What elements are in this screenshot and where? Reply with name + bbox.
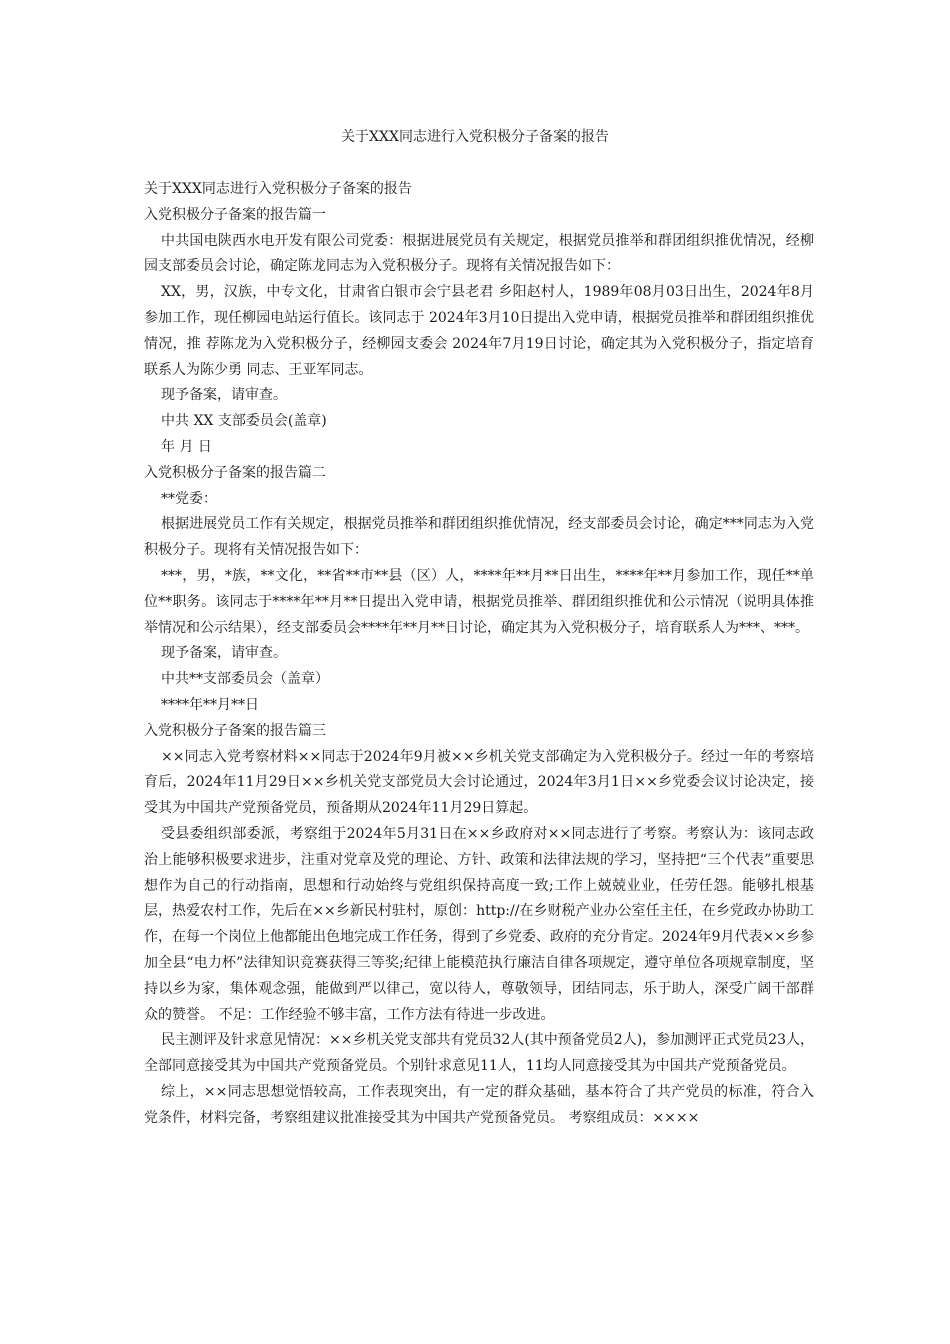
date-line: 年 月 日 [161,438,212,455]
paragraph: 现予备案，请审查。 [161,645,287,662]
page-title: 关于XXX同志进行入党积极分子备案的报告 [341,129,609,145]
paragraph: 现予备案，请审查。 [161,387,287,404]
signature-line: 中共 XX 支部委员会(盖章) [161,413,327,430]
paragraph: 根据进展党员工作有关规定，根据党员推举和群团组织推优情况，经支部委员会讨论，确定***同志为入党积极分子。现将有关情况报告如下： [144,516,814,559]
paragraph: XX，男，汉族，中专文化，甘肃省白银市会宁县老君 乡阳赵村人，1989年08月03日出生，2024年8月参加工作，现任柳园电站运行值长。该同志于 2024年3月10日提出入党申请，根据党员推举和群团组织推优情况，推 荐陈龙为入党积极分子，经柳园支委会 2024年7月19日讨论，确定其为入党积极分子，指定培育联系人为陈少勇 同志、王亚军同志。 [144,284,814,378]
paragraph: 民主测评及针求意见情况：××乡机关党支部共有党员32人(其中预备党员2人)，参加测评正式党员23人，全部同意接受其为中国共产党预备党员。个别针求意见11人，11均人同意接受其为中国共产党预备党员。 [144,1032,814,1075]
paragraph: ***，男，*族，**文化，**省**市**县（区）人，****年**月**日出生，****年**月参加工作，现任**单位**职务。该同志于****年**月**日提出入党申请，根据党员推举、群团组织推优和公示情况（说明具体推举情况和公示结果），经支部委员会****年**月**日讨论，确定其为入党积极分子，培育联系人为***、***。 [144,567,814,636]
section-heading-3: 入党积极分子备案的报告篇三 [144,722,326,739]
paragraph: ××同志入党考察材料××同志于2024年9月被××乡机关党支部确定为入党积极分子。经过一年的考察培育后，2024年11月29日××乡机关党支部党员大会讨论通过，2024年3月1日××乡党委会议讨论决定，接受其为中国共产党预备党员，预备期从2024年11月29日算起。 [144,748,814,817]
document-body [144,177,814,1131]
document-subtitle: 关于XXX同志进行入党积极分子备案的报告 [144,181,412,197]
section-heading-2: 入党积极分子备案的报告篇二 [144,464,326,481]
paragraph: 综上，××同志思想觉悟较高，工作表现突出，有一定的群众基础，基本符合了共产党员的标准，符合入党条件，材料完备，考察组建议批准接受其为中国共产党预备党员。 考察组成员：×××× [144,1083,814,1126]
date-line: ****年**月**日 [161,696,259,713]
signature-line: 中共**支部委员会（盖章） [161,671,329,688]
salutation: **党委： [161,490,217,507]
paragraph: 受县委组织部委派，考察组于2024年5月31日在××乡政府对××同志进行了考察。考察认为：该同志政治上能够积极要求进步，注重对党章及党的理论、方针、政策和法律法规的学习，坚持把“三个代表”重要思想作为自己的行动指南，思想和行动始终与党组织保持高度一致;工作上兢兢业业，任劳任怨。能够扎根基层，热爱农村工作，先后在××乡新民村驻村，原创：http://在乡财税产业办公室任主任，在乡党政办协助工作，在每一个岗位上他都能出色地完成工作任务，得到了乡党委、政府的充分肯定。2024年9月代表××乡参加全县“电力杯”法律知识竞赛获得三等奖;纪律上能模范执行廉洁自律各项规定，遵守单位各项规章制度，坚持以乡为家，集体观念强，能做到严以律己，宽以待人，尊敬领导，团结同志，乐于助人，深受广阔干部群众的赞誉。 不足：工作经验不够丰富，工作方法有待进一步改进。 [144,825,814,1023]
section-heading-1: 入党积极分子备案的报告篇一 [144,206,326,223]
paragraph: 中共国电陕西水电开发有限公司党委：根据进展党员有关规定，根据党员推举和群团组织推优情况，经柳园支部委员会讨论，确定陈龙同志为入党积极分子。现将有关情况报告如下： [144,232,814,275]
